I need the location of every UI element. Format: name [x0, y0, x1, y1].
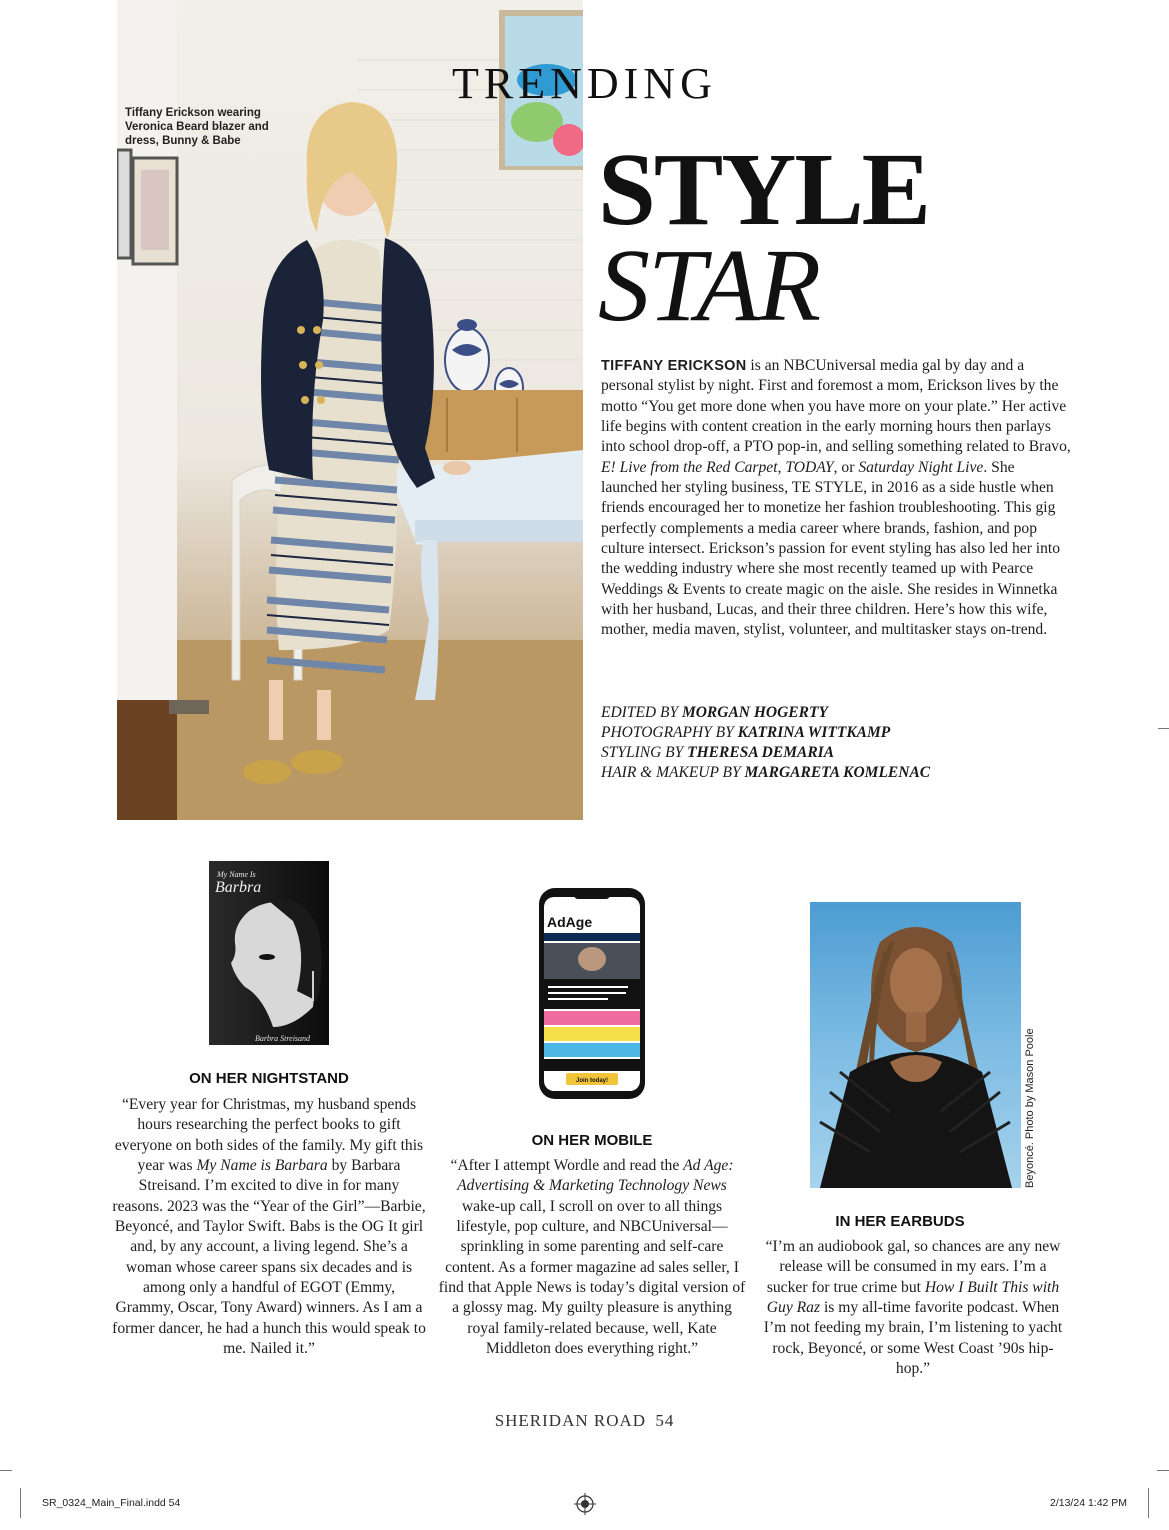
credit-line — [601, 723, 1071, 743]
credits-block — [601, 703, 1071, 783]
app-name: AdAge — [547, 914, 593, 930]
mobile-text — [438, 1156, 746, 1359]
book-art — [209, 861, 329, 1045]
book-title: Barbra — [215, 879, 262, 896]
credit-role: STYLING BY — [601, 744, 684, 761]
credit-line — [601, 703, 1071, 723]
section-label: TRENDING — [452, 59, 717, 108]
mobile-title: ON HER MOBILE — [531, 1132, 653, 1149]
earbuds-text — [758, 1237, 1068, 1379]
intro-italic: TODAY — [785, 458, 834, 476]
text-run: “After I attempt Wordle and read the — [450, 1157, 684, 1174]
credit-name: KATRINA WITTKAMP — [737, 724, 891, 741]
intro-italic: E! Live from the Red Carpet — [601, 458, 778, 476]
file-slug: SR_0324_Main_Final.indd 54 — [42, 1497, 181, 1509]
text-italic: My Name is Barbara — [196, 1157, 328, 1175]
photo-credit: Beyoncé. Photo by Mason Poole — [1024, 1028, 1036, 1188]
intro-text: . She launched her styling business, TE STYLE, in 2016 as a side hustle when friends encouraged her to monetize her fashion troubleshooting. This gig perfectly complements a media career where brands, fashion, and pop culture intersect. Erickson’s passion for event styling has also led her into the wedding industry where she most recently teamed up with Pearce Weddings & Events to create magic on the aisle. She resides in Winnetka with her husband, Lucas, and their three children. Here’s how this wife, mother, media maven, stylist, volunteer, and multitasker stays on-trend. — [601, 458, 1061, 639]
crop-mark — [0, 1470, 12, 1471]
credit-name: MORGAN HOGERTY — [681, 704, 828, 721]
credit-name: THERESA DEMARIA — [687, 744, 835, 761]
book-top-line: My Name Is — [217, 870, 256, 879]
intro-paragraph — [601, 356, 1071, 641]
book-cover — [209, 861, 329, 1045]
text-run: wake-up call, I scroll on over to all things lifestyle, pop culture, and NBCUniversal—sprinkling in some parenting and self-care content. As a former magazine ad sales seller, I find that Apple News is today’s digital version of a glossy mag. My guilty pleasure is anything royal family-related because, well, Kate Middleton does everything right.” — [438, 1197, 746, 1358]
crop-mark — [20, 1488, 21, 1518]
page-title-line1: STYLE — [598, 132, 930, 247]
page-number: 54 — [655, 1411, 675, 1430]
ginger-jar — [445, 328, 489, 392]
text-italic: Ad Age: Advertising & Marketing Technology News — [457, 1157, 734, 1195]
lead-name: TIFFANY ERICKSON — [601, 358, 747, 374]
text-run: “Every year for Christmas, my husband spends hours researching the perfect books to gift everyone on both sides of the family. My gift this year was — [114, 1096, 424, 1175]
text-run: by Barbara Streisand. I’m excited to dive in for many reasons. 2023 was the “Year of the Girl”—Barbie, Beyoncé, and Taylor Swift. Babs is the OG It girl and, by any account, a living legend. She’s a woman whose career spans six decades and is among only a handful of EGOT (Emmy, Grammy, Oscar, Tony Award) winners. As I am a former dancer, he had a hunch this would speak to me. Nailed it.” — [112, 1157, 426, 1358]
nightstand-text — [112, 1095, 426, 1359]
text-run: is my all-time favorite podcast. When I’m not feeding my brain, I’m listening to yacht rock, Beyoncé, or some West Coast ’90s hip-hop.” — [763, 1299, 1063, 1378]
crop-mark — [1157, 1470, 1169, 1471]
credit-role: EDITED BY — [601, 704, 679, 721]
beyonce-photo — [810, 902, 1021, 1188]
print-timestamp: 2/13/24 1:42 PM — [1050, 1497, 1128, 1509]
nightstand-title: ON HER NIGHTSTAND — [189, 1070, 349, 1087]
phone-mockup — [538, 887, 646, 1100]
page-footer — [0, 1411, 1169, 1431]
credit-line — [601, 743, 1071, 763]
intro-text: , or — [833, 458, 859, 476]
credit-line — [601, 763, 1071, 783]
intro-text: , — [777, 458, 786, 476]
crop-mark — [1158, 728, 1169, 729]
crop-mark — [1148, 1488, 1149, 1518]
magazine-name: SHERIDAN ROAD — [494, 1411, 647, 1430]
credit-role: HAIR & MAKEUP BY — [601, 764, 741, 781]
phone-art — [538, 887, 646, 1100]
text-run: “I’m an audiobook gal, so chances are any new release will be consumed in my ears. I’m a sucker for true crime but — [765, 1238, 1061, 1296]
registration-mark-icon — [574, 1493, 596, 1515]
portrait-art — [810, 902, 1021, 1188]
hero-caption: Tiffany Erickson wearing Veronica Beard blazer and dress, Bunny & Babe — [125, 107, 269, 147]
join-button-label: Join today! — [575, 1078, 609, 1084]
credit-role: PHOTOGRAPHY BY — [601, 724, 734, 741]
book-author: Barbra Streisand — [255, 1034, 311, 1043]
intro-italic: Saturday Night Live — [858, 458, 984, 476]
text-italic: How I Built This with Guy Raz — [766, 1278, 1060, 1317]
earbuds-title: IN HER EARBUDS — [835, 1213, 965, 1230]
intro-text: is an NBCUniversal media gal by day and a personal stylist by night. First and foremost a mom, Erickson lives by the motto “You get more done when you have more on your plate.” Her active life begins with content creation in the early morning hours then parlays into school drop-off, a PTO pop-in, and selling something related to Bravo, — [601, 357, 1071, 456]
page-title-line2: STAR — [598, 228, 820, 343]
credit-name: MARGARETA KOMLENAC — [744, 764, 931, 781]
